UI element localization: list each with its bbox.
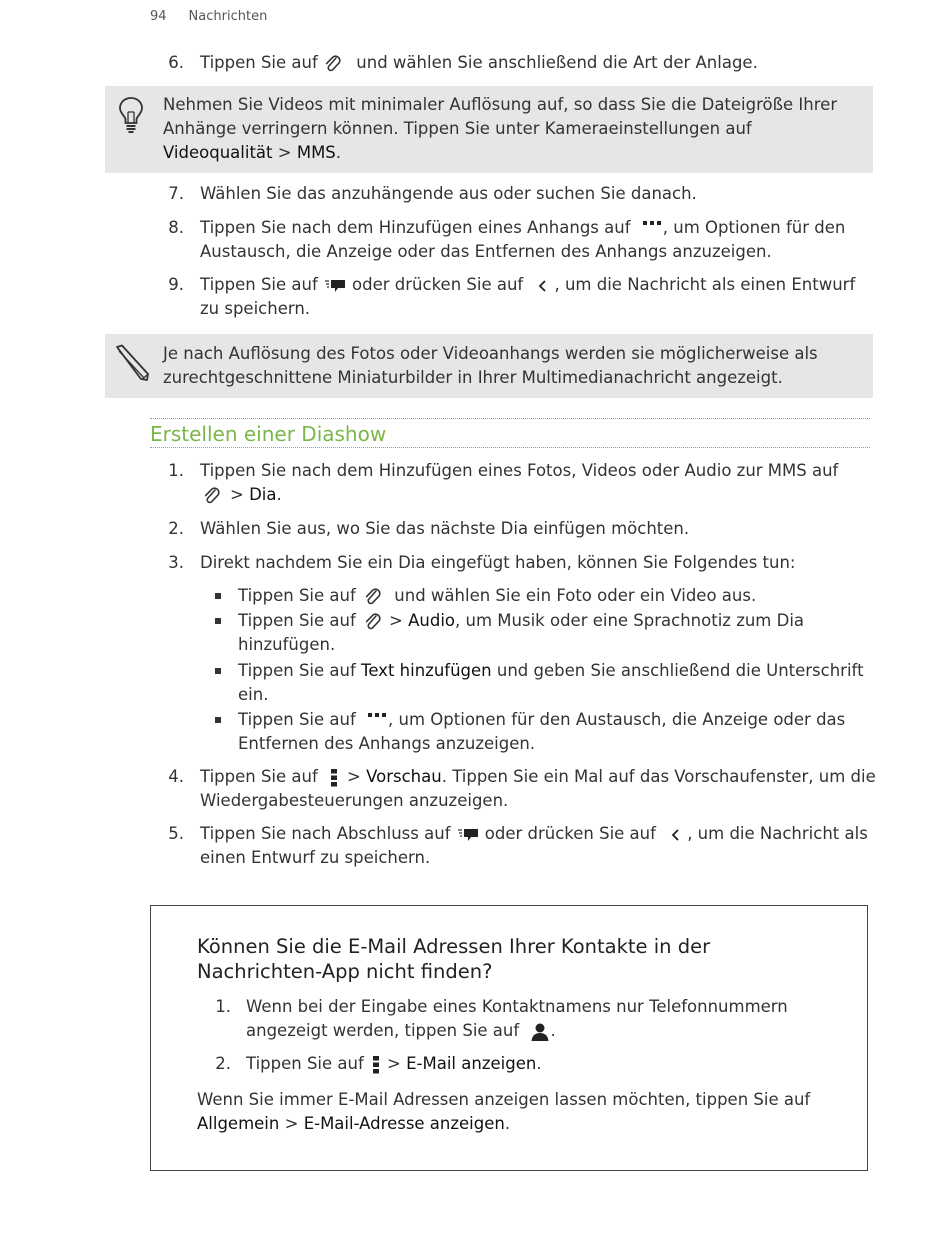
send-message-icon bbox=[324, 278, 346, 294]
slide-step-5-number: 5. bbox=[168, 824, 184, 843]
slide-step-3-number: 3. bbox=[168, 553, 184, 572]
contact-person-icon bbox=[530, 1022, 550, 1042]
slide-step-2-number: 2. bbox=[168, 519, 184, 538]
section-rule-bottom bbox=[150, 447, 870, 448]
step-9-number: 9. bbox=[168, 275, 184, 294]
slide-step-2-text: Wählen Sie aus, wo Sie das nächste Dia einfügen möchten. bbox=[200, 519, 690, 538]
tip-videoquality: Videoqualität bbox=[163, 143, 273, 162]
audio-label: Audio bbox=[408, 611, 456, 630]
paperclip-icon bbox=[202, 486, 222, 506]
step-6-number: 6. bbox=[168, 53, 184, 72]
pencil-icon bbox=[114, 344, 150, 382]
paperclip-icon bbox=[363, 587, 383, 607]
step-6-text: Tippen Sie auf und wählen Sie anschließend die Art der Anlage. bbox=[200, 53, 758, 72]
bullet-marker bbox=[215, 717, 221, 723]
menu-kebab-icon bbox=[371, 1055, 381, 1075]
step-8-number: 8. bbox=[168, 218, 184, 237]
paperclip-icon bbox=[323, 54, 343, 74]
slide-step-4-text: Tippen Sie auf > Vorschau. Tippen Sie ein Mal auf das Vorschaufenster, um die Wiedergabesteuerungen anzuzeigen. bbox=[200, 767, 876, 810]
faq-paragraph: Wenn Sie immer E-Mail Adressen anzeigen lassen möchten, tippen Sie auf Allgemein > E-Mail-Adresse anzeigen. bbox=[197, 1090, 811, 1133]
bullet-3-text: Tippen Sie auf Text hinzufügen und geben Sie anschließend die Unterschrift ein. bbox=[238, 661, 864, 704]
add-text-label: Text hinzufügen bbox=[361, 661, 492, 680]
tip-box bbox=[105, 86, 873, 173]
faq-title: Können Sie die E-Mail Adressen Ihrer Kontakte in der Nachrichten-App nicht finden? bbox=[197, 935, 711, 983]
lightbulb-icon bbox=[118, 96, 144, 134]
step-7-number: 7. bbox=[168, 184, 184, 203]
section-rule-top bbox=[150, 418, 870, 419]
dia-label: Dia bbox=[249, 485, 277, 504]
back-chevron-icon bbox=[534, 278, 552, 294]
bullet-1-text: Tippen Sie auf und wählen Sie ein Foto oder ein Video aus. bbox=[238, 586, 757, 605]
slide-step-1-number: 1. bbox=[168, 461, 184, 480]
note-text: Je nach Auflösung des Fotos oder Videoanhangs werden sie möglicherweise als zurechtgeschnittene Miniaturbilder in Ihrer Multimedianachricht angezeigt. bbox=[163, 344, 818, 387]
more-dots-icon bbox=[366, 711, 388, 721]
faq-item-1-text: Wenn bei der Eingabe eines Kontaktnamens nur Telefonnummern angezeigt werden, tippen Sie auf . bbox=[246, 997, 788, 1040]
note-box bbox=[105, 334, 873, 398]
send-message-icon bbox=[457, 827, 479, 843]
step-9-text: Tippen Sie auf oder drücken Sie auf , um die Nachricht als einen Entwurf zu speichern. bbox=[200, 275, 856, 318]
tip-text: Nehmen Sie Videos mit minimaler Auflösung auf, so dass Sie die Dateigröße Ihrer Anhänge verringern können. Tippen Sie unter Kameraeinstellungen auf Videoqualität > MMS. bbox=[163, 95, 838, 162]
slide-step-3-text: Direkt nachdem Sie ein Dia eingefügt haben, können Sie Folgendes tun: bbox=[200, 553, 796, 572]
faq-item-1-number: 1. bbox=[215, 997, 231, 1016]
faq-item-2-number: 2. bbox=[215, 1054, 231, 1073]
step-7-text: Wählen Sie das anzuhängende aus oder suchen Sie danach. bbox=[200, 184, 697, 203]
bullet-marker bbox=[215, 618, 221, 624]
tip-mms: MMS bbox=[296, 143, 336, 162]
bullet-4-text: Tippen Sie auf , um Optionen für den Austausch, die Anzeige oder das Entfernen des Anhangs anzuzeigen. bbox=[238, 710, 846, 753]
bullet-marker bbox=[215, 593, 221, 599]
slide-step-1-text: Tippen Sie nach dem Hinzufügen eines Fotos, Videos oder Audio zur MMS auf > Dia. bbox=[200, 461, 839, 504]
slide-step-4-number: 4. bbox=[168, 767, 184, 786]
back-chevron-icon bbox=[667, 827, 685, 843]
page-header bbox=[150, 9, 289, 24]
more-dots-icon bbox=[641, 219, 663, 229]
page-number: 94 bbox=[150, 9, 167, 24]
preview-label: Vorschau bbox=[366, 767, 442, 786]
faq-item-2-text: Tippen Sie auf > E-Mail anzeigen. bbox=[246, 1054, 542, 1073]
slide-step-5-text: Tippen Sie nach Abschluss auf oder drücken Sie auf , um die Nachricht als einen Entwurf zu speichern. bbox=[200, 824, 868, 867]
show-email-address-label: E-Mail-Adresse anzeigen bbox=[303, 1114, 505, 1133]
paperclip-icon bbox=[363, 612, 383, 632]
bullet-marker bbox=[215, 668, 221, 674]
step-8-text: Tippen Sie nach dem Hinzufügen eines Anhangs auf , um Optionen für den Austausch, die Anzeige oder das Entfernen des Anhangs anzuzeigen. bbox=[200, 218, 846, 261]
section-name: Nachrichten bbox=[188, 9, 268, 24]
general-label: Allgemein bbox=[197, 1114, 280, 1133]
menu-kebab-icon bbox=[329, 768, 339, 788]
bullet-2-text: Tippen Sie auf > Audio, um Musik oder eine Sprachnotiz zum Dia hinzufügen. bbox=[238, 611, 805, 654]
section-title: Erstellen einer Diashow bbox=[150, 422, 387, 446]
faq-box bbox=[150, 905, 868, 1171]
show-email-label: E-Mail anzeigen bbox=[406, 1054, 537, 1073]
